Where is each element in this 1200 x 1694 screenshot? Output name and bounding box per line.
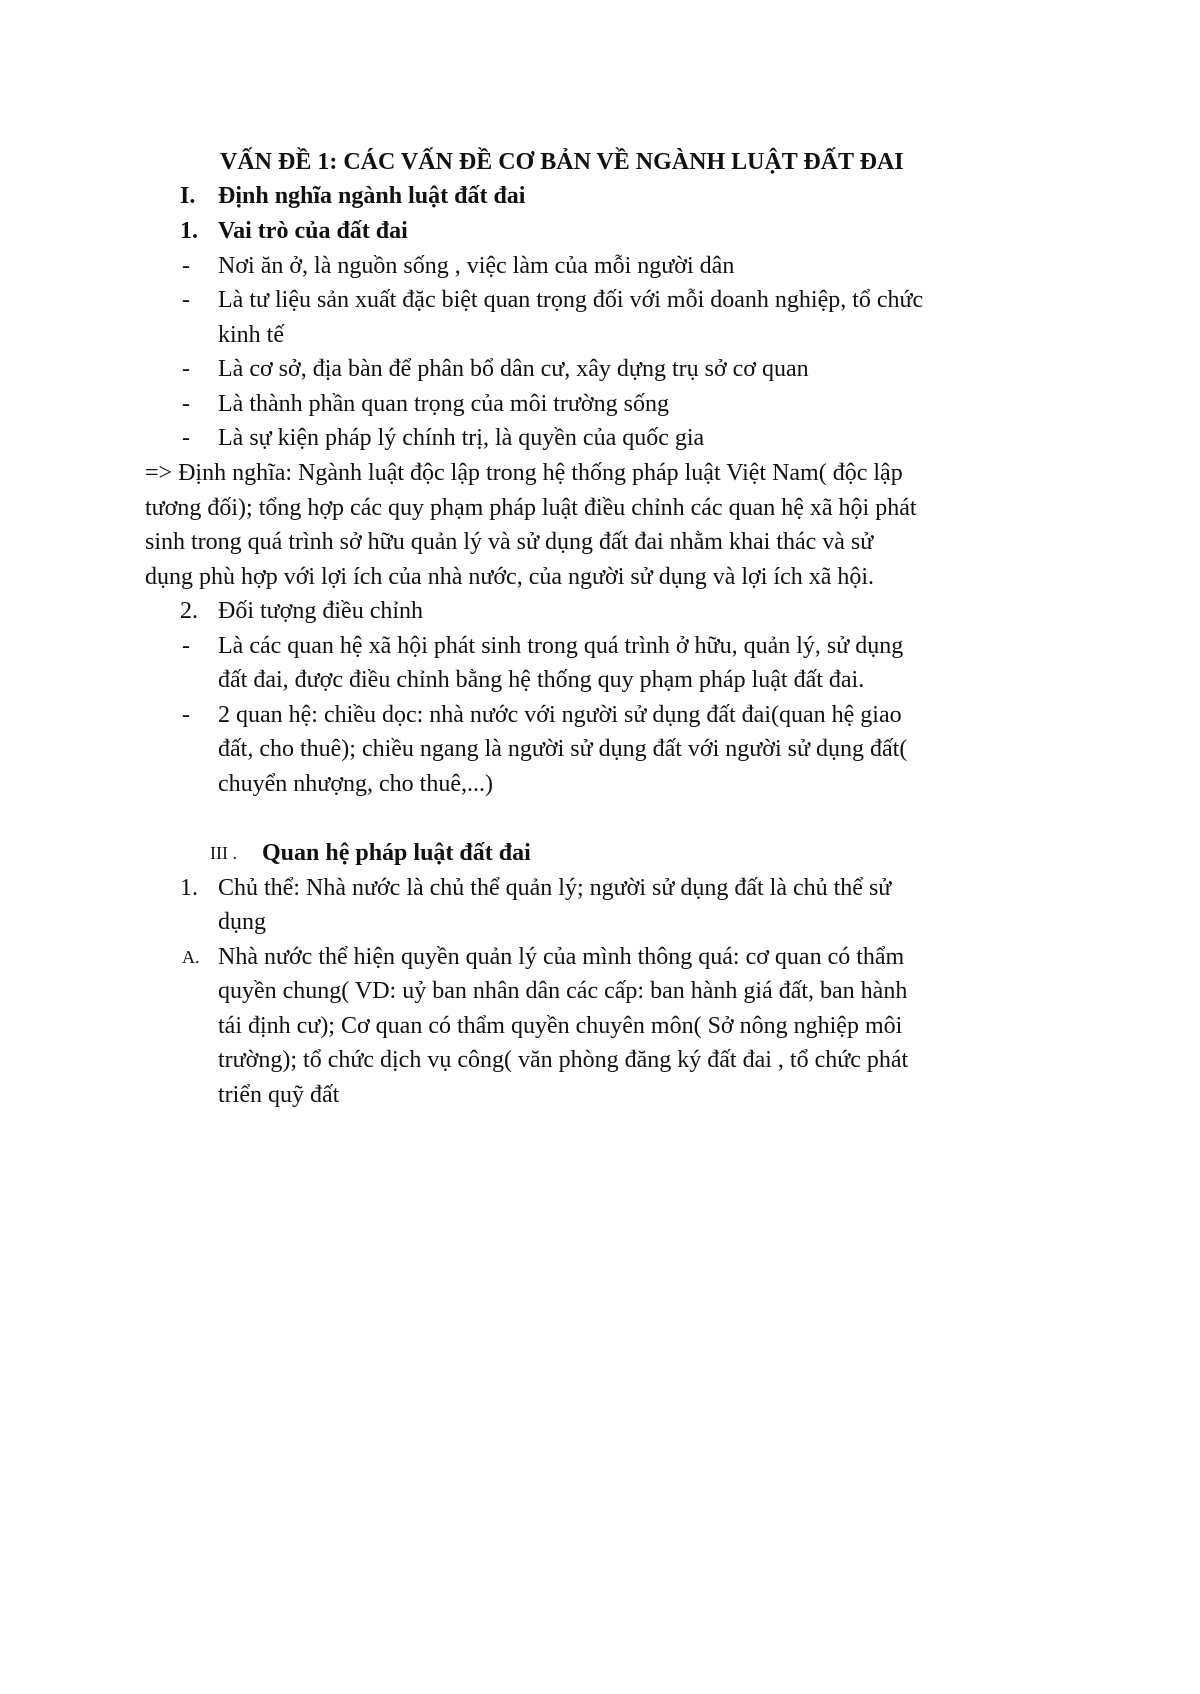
section-1-heading: Định nghĩa ngành luật đất đai xyxy=(218,183,526,209)
definition-line-1: => Định nghĩa: Ngành luật độc lập trong hệ thống pháp luật Việt Nam( độc lập xyxy=(145,460,903,486)
item-1-line-1: Chủ thể: Nhà nước là chủ thể quản lý; người sử dụng đất là chủ thể sử xyxy=(218,875,892,901)
item-a-line-5: triển quỹ đất xyxy=(218,1082,340,1108)
subsection-1-marker: 1. xyxy=(180,218,198,244)
object-bullet-1-line-2: đất đai, được điều chỉnh bằng hệ thống quy phạm pháp luật đất đai. xyxy=(218,667,865,693)
bullet-dash: - xyxy=(182,702,190,728)
section-3-heading: Quan hệ pháp luật đất đai xyxy=(262,840,531,866)
bullet-dash: - xyxy=(182,356,190,382)
role-bullet-5: Là sự kiện pháp lý chính trị, là quyền của quốc gia xyxy=(218,425,705,451)
item-a-line-4: trường); tổ chức dịch vụ công( văn phòng đăng ký đất đai , tổ chức phát xyxy=(218,1047,909,1073)
definition-line-4: dụng phù hợp với lợi ích của nhà nước, của người sử dụng và lợi ích xã hội. xyxy=(145,564,875,590)
subsection-1-heading: Vai trò của đất đai xyxy=(218,218,408,244)
object-bullet-2-line-3: chuyển nhượng, cho thuê,...) xyxy=(218,771,493,797)
bullet-dash: - xyxy=(182,633,190,659)
item-a-line-2: quyền chung( VD: uỷ ban nhân dân các cấp: ban hành giá đất, ban hành xyxy=(218,978,908,1004)
definition-line-2: tương đối); tổng hợp các quy phạm pháp luật điều chỉnh các quan hệ xã hội phát xyxy=(145,495,917,521)
subsection-2-heading: Đối tượng điều chỉnh xyxy=(218,598,424,624)
item-a-line-1: Nhà nước thể hiện quyền quản lý của mình thông quá: cơ quan có thẩm xyxy=(218,944,905,970)
role-bullet-4: Là thành phần quan trọng của môi trường sống xyxy=(218,391,669,417)
item-1-line-2: dụng xyxy=(218,909,266,935)
subsection-2-marker: 2. xyxy=(180,598,198,624)
object-bullet-1-line-1: Là các quan hệ xã hội phát sinh trong quá trình ở hữu, quản lý, sử dụng xyxy=(218,633,904,659)
bullet-dash: - xyxy=(182,287,190,313)
role-bullet-1: Nơi ăn ở, là nguồn sống , việc làm của mỗi người dân xyxy=(218,253,735,279)
item-1-marker: 1. xyxy=(180,875,198,901)
bullet-dash: - xyxy=(182,253,190,279)
item-a-line-3: tái định cư); Cơ quan có thẩm quyền chuyên môn( Sở nông nghiệp môi xyxy=(218,1013,903,1039)
bullet-dash: - xyxy=(182,425,190,451)
definition-line-3: sinh trong quá trình sở hữu quản lý và sử dụng đất đai nhằm khai thác và sử xyxy=(145,529,874,555)
role-bullet-2: Là tư liệu sản xuất đặc biệt quan trọng đối với mỗi doanh nghiệp, tổ chức xyxy=(218,287,924,313)
section-3-marker: III . xyxy=(210,843,237,863)
section-1-marker: I. xyxy=(180,183,196,209)
object-bullet-2-line-2: đất, cho thuê); chiều ngang là người sử dụng đất với người sử dụng đất( xyxy=(218,736,908,762)
object-bullet-2-line-1: 2 quan hệ: chiều dọc: nhà nước với người sử dụng đất đai(quan hệ giao xyxy=(218,702,902,728)
item-a-marker: A. xyxy=(182,947,200,967)
role-bullet-2-continued: kinh tế xyxy=(218,322,284,348)
bullet-dash: - xyxy=(182,391,190,417)
role-bullet-3: Là cơ sở, địa bàn để phân bổ dân cư, xây dựng trụ sở cơ quan xyxy=(218,356,809,382)
document-title: VẤN ĐỀ 1: CÁC VẤN ĐỀ CƠ BẢN VỀ NGÀNH LUẬT ĐẤT ĐAI xyxy=(220,149,904,175)
